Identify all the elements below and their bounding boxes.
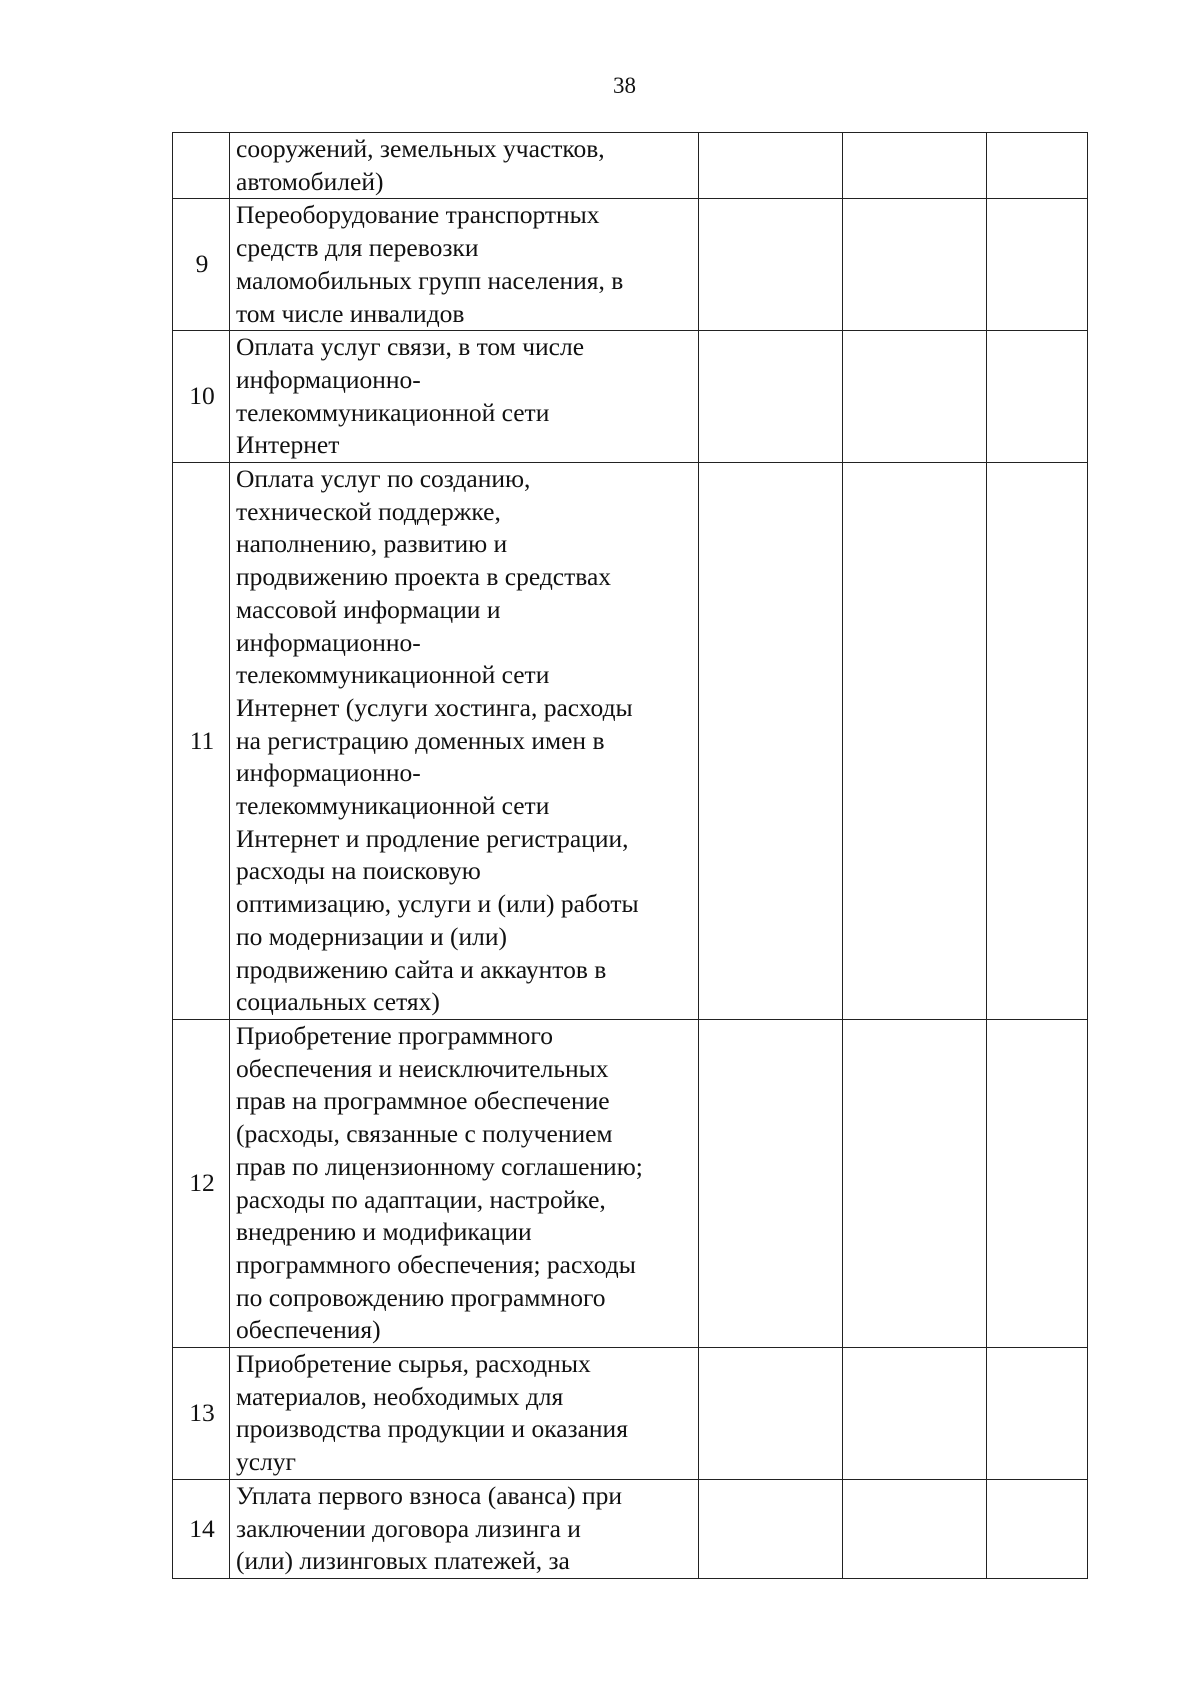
description-line: расходы на поисковую — [236, 856, 481, 886]
table-body — [173, 133, 1088, 1579]
description-line: прав по лицензионному соглашению; — [236, 1151, 643, 1181]
description-line: заключении договора лизинга и — [236, 1513, 581, 1543]
description-line: Уплата первого взноса (аванса) при — [236, 1480, 623, 1510]
description-line: программного обеспечения; расходы — [236, 1249, 636, 1279]
description-line: Оплата услуг по созданию, — [236, 464, 531, 494]
description-line: (или) лизинговых платежей, за — [236, 1546, 570, 1576]
expense-description-cell — [230, 463, 699, 1020]
empty-value-cell — [843, 1479, 987, 1578]
description-line: (расходы, связанные с получением — [236, 1119, 613, 1149]
description-line: информационно- — [236, 627, 421, 657]
description-line: производства продукции и оказания — [236, 1414, 628, 1444]
description-line: обеспечения и неисключительных — [236, 1053, 609, 1083]
description-line: маломобильных групп населения, в — [236, 265, 624, 295]
description-line: телекоммуникационной сети — [236, 397, 550, 427]
description-line: средств для перевозки — [236, 233, 479, 263]
description-line: Интернет (услуги хостинга, расходы — [236, 692, 633, 722]
table-row — [173, 331, 1088, 463]
expense-description-cell — [230, 331, 699, 463]
description-line: телекоммуникационной сети — [236, 660, 550, 690]
empty-value-cell — [843, 199, 987, 331]
description-line: социальных сетях) — [236, 987, 440, 1017]
empty-value-cell — [987, 1348, 1088, 1480]
description-line: том числе инвалидов — [236, 298, 465, 328]
empty-value-cell — [699, 133, 843, 199]
expense-description-cell — [230, 133, 699, 199]
row-number-cell — [173, 133, 230, 199]
description-line: наполнению, развитию и — [236, 529, 508, 559]
description-line: по модернизации и (или) — [236, 921, 507, 951]
empty-value-cell — [699, 331, 843, 463]
description-line: массовой информации и — [236, 594, 501, 624]
description-line: обеспечения) — [236, 1315, 381, 1345]
empty-value-cell — [987, 1019, 1088, 1347]
description-line: Приобретение программного — [236, 1020, 553, 1050]
empty-value-cell — [699, 199, 843, 331]
row-number-cell: 13 — [173, 1348, 230, 1480]
table-row — [173, 1019, 1088, 1347]
description-line: информационно- — [236, 758, 421, 788]
table-row — [173, 1348, 1088, 1480]
empty-value-cell — [987, 331, 1088, 463]
expense-description-cell — [230, 199, 699, 331]
description-line: материалов, необходимых для — [236, 1381, 564, 1411]
row-number-cell: 11 — [173, 463, 230, 1020]
description-line: Переоборудование транспортных — [236, 200, 600, 230]
description-line: автомобилей) — [236, 166, 384, 196]
empty-value-cell — [987, 133, 1088, 199]
empty-value-cell — [699, 463, 843, 1020]
description-line: информационно- — [236, 364, 421, 394]
description-line: расходы по адаптации, настройке, — [236, 1184, 606, 1214]
description-line: продвижению сайта и аккаунтов в — [236, 954, 607, 984]
expense-description-cell — [230, 1348, 699, 1480]
empty-value-cell — [699, 1348, 843, 1480]
description-line: Оплата услуг связи, в том числе — [236, 332, 585, 362]
page-number: 38 — [613, 73, 636, 98]
description-line: Интернет — [236, 430, 340, 460]
empty-value-cell — [843, 1019, 987, 1347]
row-number-cell: 9 — [173, 199, 230, 331]
table-row — [173, 199, 1088, 331]
description-line: прав на программное обеспечение — [236, 1086, 610, 1116]
empty-value-cell — [699, 1479, 843, 1578]
empty-value-cell — [987, 199, 1088, 331]
table-row — [173, 463, 1088, 1020]
description-line: технической поддержке, — [236, 496, 501, 526]
empty-value-cell — [987, 1479, 1088, 1578]
description-line: Интернет и продление регистрации, — [236, 823, 629, 853]
description-line: Приобретение сырья, расходных — [236, 1349, 591, 1379]
empty-value-cell — [699, 1019, 843, 1347]
description-line: на регистрацию доменных имен в — [236, 725, 605, 755]
expense-description-cell — [230, 1019, 699, 1347]
description-line: по сопровождению программного — [236, 1282, 606, 1312]
description-line: внедрению и модификации — [236, 1217, 532, 1247]
description-line: телекоммуникационной сети — [236, 791, 550, 821]
table-row — [173, 133, 1088, 199]
description-line: оптимизацию, услуги и (или) работы — [236, 889, 639, 919]
empty-value-cell — [843, 133, 987, 199]
expense-description-cell — [230, 1479, 699, 1578]
empty-value-cell — [843, 331, 987, 463]
expense-table — [172, 132, 1088, 1579]
empty-value-cell — [843, 1348, 987, 1480]
empty-value-cell — [987, 463, 1088, 1020]
empty-value-cell — [843, 463, 987, 1020]
table-row — [173, 1479, 1088, 1578]
row-number-cell: 10 — [173, 331, 230, 463]
description-line: продвижению проекта в средствах — [236, 562, 612, 592]
row-number-cell: 14 — [173, 1479, 230, 1578]
description-line: услуг — [236, 1447, 297, 1477]
description-line: сооружений, земельных участков, — [236, 134, 605, 163]
row-number-cell: 12 — [173, 1019, 230, 1347]
